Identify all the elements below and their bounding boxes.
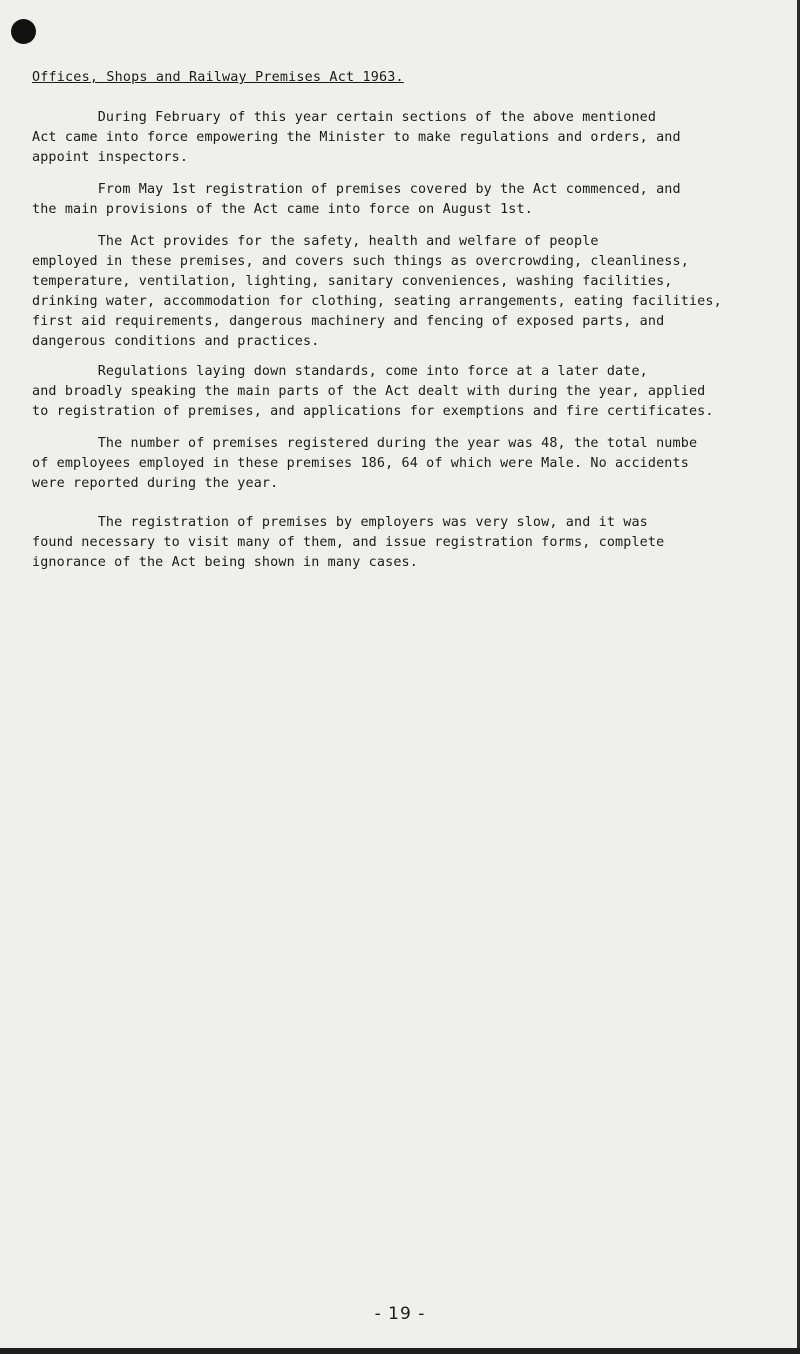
page-bottom-edge [0,1348,800,1354]
paragraph-4: Regulations laying down standards, come into force at a later date, and broadly speaking the main parts of the Act dealt with during the year, applied to registration of premises, and applications for exemptions and fire certificates. [32,364,714,419]
paragraph-5: The number of premises registered during the year was 48, the total numbe of employees employed in these premises 186, 64 of which were Male. No accidents were reported during the year. [32,436,698,491]
paragraph-1: During February of this year certain sections of the above mentioned Act came into force empowering the Minister to make regulations and orders, and appoint inspectors. [32,110,681,165]
paragraph-6: The registration of premises by employers was very slow, and it was found necessary to visit many of them, and issue registration forms, complete ignorance of the Act being shown in many cases. [32,515,665,570]
punch-hole [11,19,36,44]
paragraph-3: The Act provides for the safety, health and welfare of people employed in these premises, and covers such things as overcrowding, cleanliness, temperature, ventilation, lighting, sanitary conveniences, washing facilities, drinking water, accommodation for clothing, seating arrangements, eating facilities, first aid requirements, dangerous machinery and fencing of exposed parts, and dangerous conditions and practices. [32,234,722,349]
section-heading: Offices, Shops and Railway Premises Act 1963. [32,70,404,85]
page-number: - 19 - [374,1304,426,1324]
paragraph-2: From May 1st registration of premises covered by the Act commenced, and the main provisions of the Act came into force on August 1st. [32,182,681,217]
